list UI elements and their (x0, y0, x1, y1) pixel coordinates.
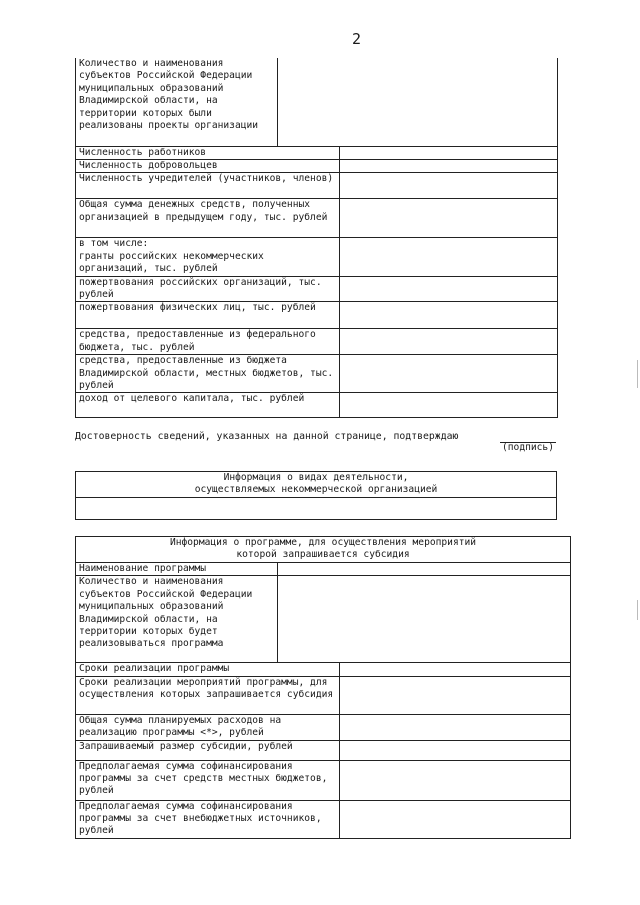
row-value-extra-budget-cofinancing[interactable] (340, 800, 571, 838)
row-value-planned-expenses[interactable] (340, 714, 571, 740)
attestation-text: Достоверность сведений, указанных на данной странице, подтверждаю (75, 431, 459, 442)
row-label-individual-donations: пожертвования физических лиц, тыс. рублей (76, 302, 340, 329)
organization-info-table (75, 58, 558, 418)
row-label-extra-budget-cofinancing: Предполагаемая сумма софинансирования программы за счет внебюджетных источников, рублей (76, 800, 340, 838)
row-value-founders[interactable] (340, 173, 558, 199)
regions-value-cell[interactable] (278, 58, 558, 146)
activities-table (75, 471, 557, 520)
row-value-federal-budget[interactable] (340, 329, 558, 355)
page-number: 2 (352, 30, 362, 48)
row-label-grants: в том числе: гранты российских некоммерческих организаций, тыс. рублей (76, 238, 340, 276)
row-value-individual-donations[interactable] (340, 302, 558, 329)
row-value-staff[interactable] (340, 146, 558, 159)
row-value-endowment[interactable] (340, 393, 558, 418)
program-regions-value[interactable] (278, 576, 571, 663)
program-title: Информация о программе, для осуществления мероприятий которой запрашивается субсидия (76, 537, 571, 563)
signature-caption: (подпись) (502, 442, 554, 453)
program-name-label: Наименование программы (76, 563, 278, 576)
row-value-activities-period[interactable] (340, 676, 571, 714)
row-value-requested-subsidy[interactable] (340, 740, 571, 760)
scan-edge-mark (637, 600, 638, 620)
program-name-value[interactable] (278, 563, 571, 576)
row-label-activities-period: Сроки реализации мероприятий программы, для осуществления которых запрашивается субсидия (76, 676, 340, 714)
activities-title: Информация о видах деятельности, осуществляемых некоммерческой организацией (76, 472, 557, 498)
row-label-volunteers: Численность добровольцев (76, 159, 340, 172)
row-label-org-donations: пожертвования российских организаций, тыс. рублей (76, 276, 340, 302)
row-value-local-cofinancing[interactable] (340, 760, 571, 800)
row-value-program-period[interactable] (340, 663, 571, 676)
row-label-requested-subsidy: Запрашиваемый размер субсидии, рублей (76, 740, 340, 760)
program-info-table (75, 536, 571, 839)
row-label-total-funds: Общая сумма денежных средств, полученных организацией в предыдущем году, тыс. рублей (76, 199, 340, 238)
regions-label-cell: Количество и наименования субъектов Российской Федерации муниципальных образований Владимирской области, на территории которых были реализованы проекты организации (76, 58, 278, 146)
row-value-regional-budget[interactable] (340, 355, 558, 393)
activities-value-cell[interactable] (76, 497, 557, 519)
row-label-planned-expenses: Общая сумма планируемых расходов на реализацию программы <*>, рублей (76, 714, 340, 740)
row-value-grants[interactable] (340, 238, 558, 276)
row-value-org-donations[interactable] (340, 276, 558, 302)
row-label-endowment: доход от целевого капитала, тыс. рублей (76, 393, 340, 418)
row-label-program-period: Сроки реализации программы (76, 663, 340, 676)
row-label-founders: Численность учредителей (участников, членов) (76, 173, 340, 199)
row-value-volunteers[interactable] (340, 159, 558, 172)
scan-edge-mark (637, 360, 638, 388)
program-regions-label: Количество и наименования субъектов Российской Федерации муниципальных образований Владимирской области, на территории которых будет реализовываться программа (76, 576, 278, 663)
row-label-regional-budget: средства, предоставленные из бюджета Владимирской области, местных бюджетов, тыс. рублей (76, 355, 340, 393)
row-label-staff: Численность работников (76, 146, 340, 159)
row-label-federal-budget: средства, предоставленные из федерального бюджета, тыс. рублей (76, 329, 340, 355)
row-value-total-funds[interactable] (340, 199, 558, 238)
row-label-local-cofinancing: Предполагаемая сумма софинансирования программы за счет средств местных бюджетов, рублей (76, 760, 340, 800)
